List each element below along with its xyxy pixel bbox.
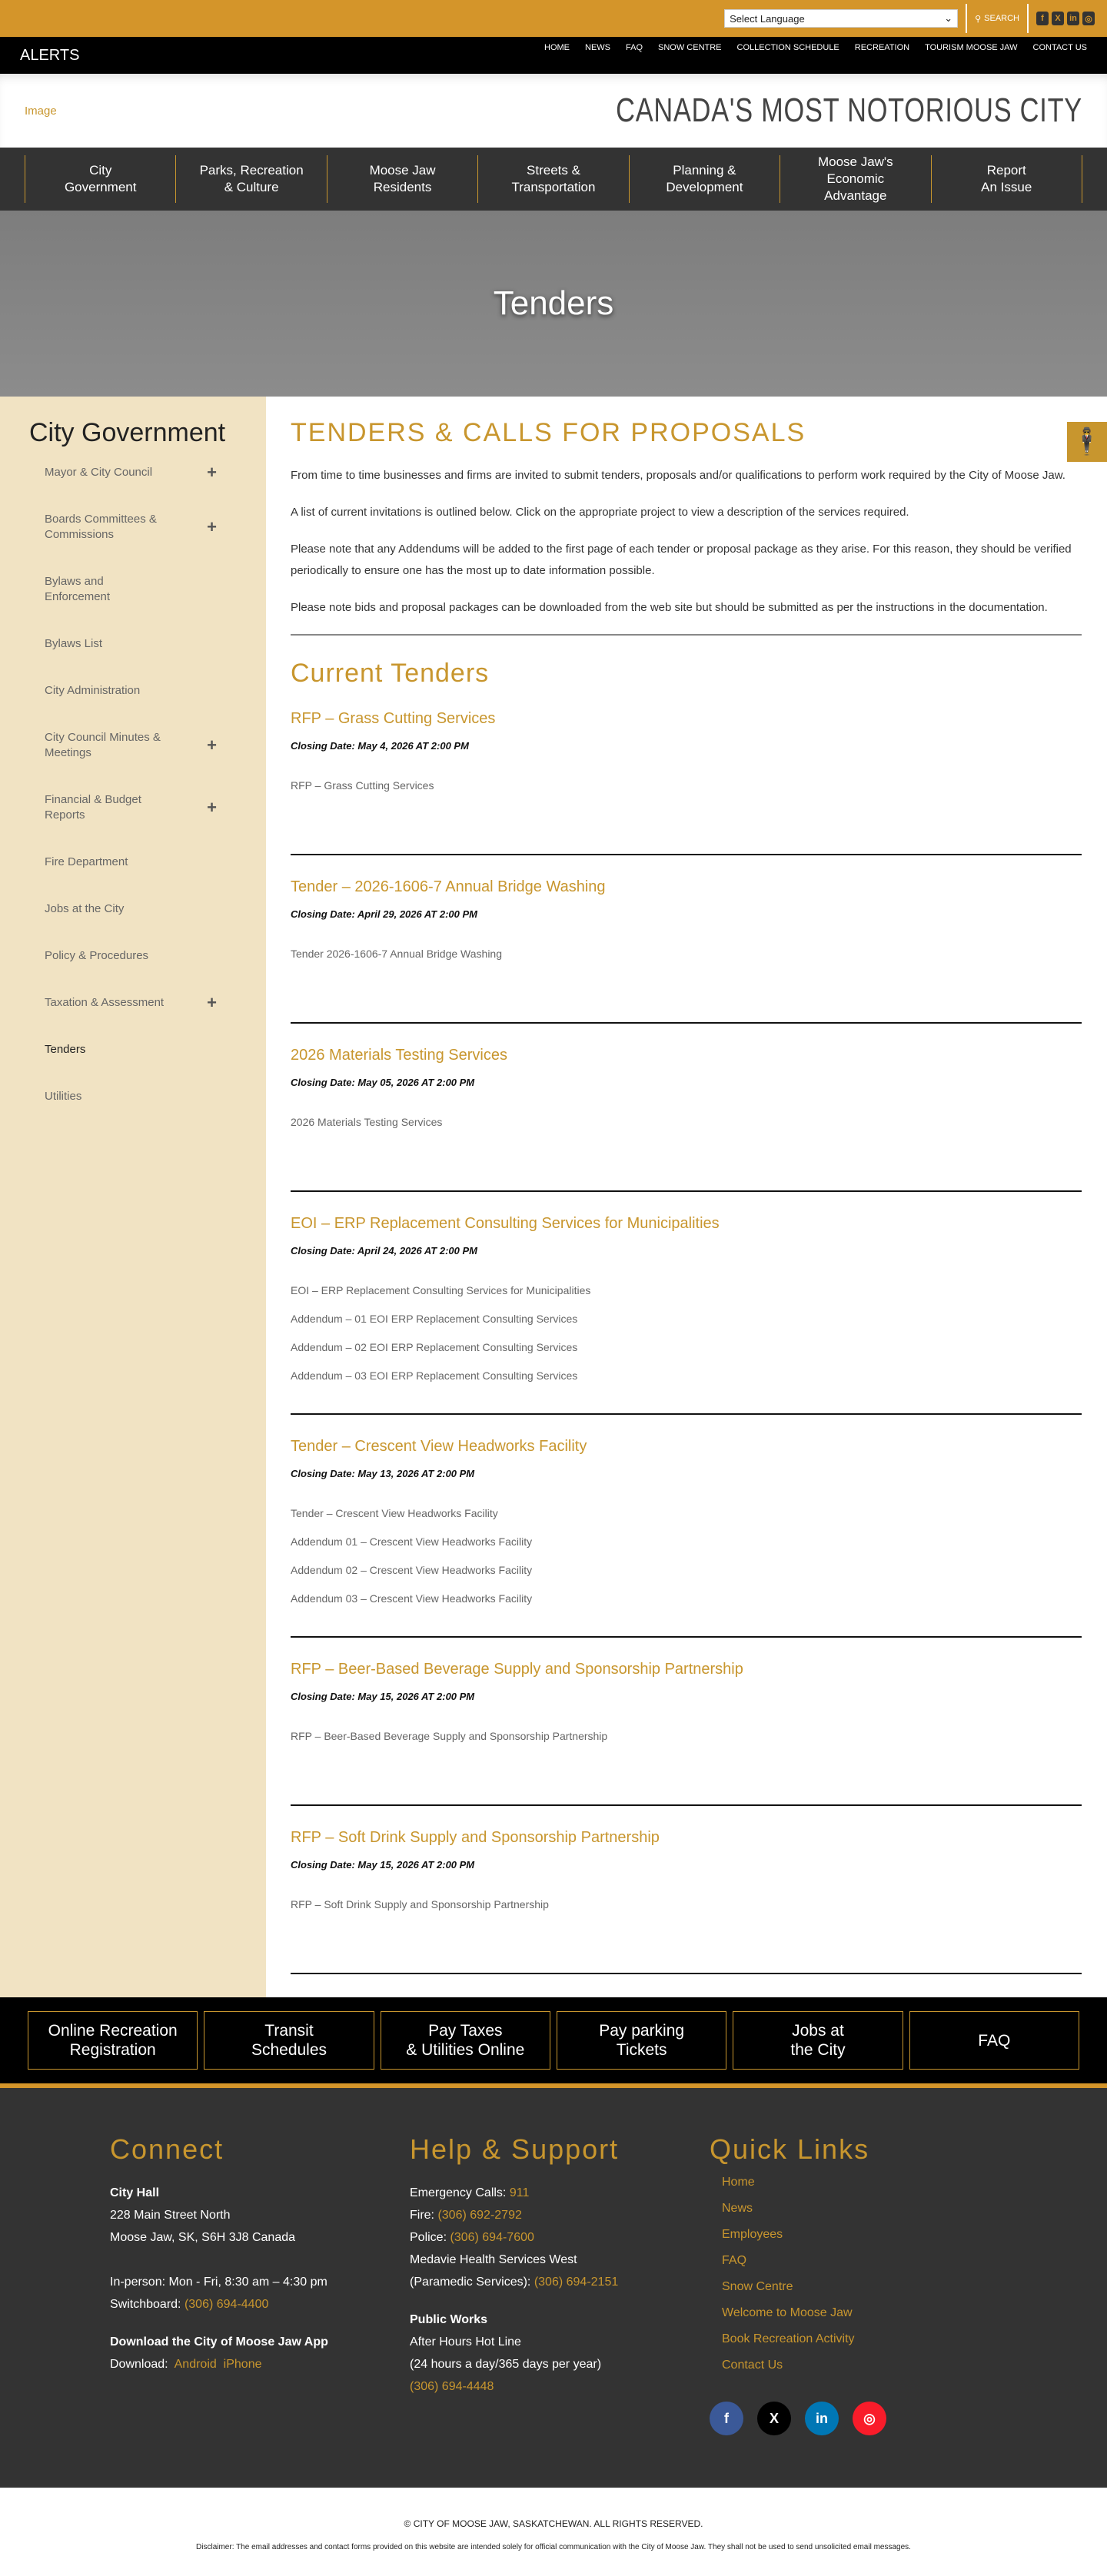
- tender-item: [291, 1661, 1082, 1806]
- tender-document-link[interactable]: Tender – Crescent View Headworks Facility: [291, 1507, 498, 1519]
- public-works-phone[interactable]: (306) 694-4448: [410, 2380, 494, 2393]
- plus-icon[interactable]: +: [207, 517, 217, 536]
- quick-link-button[interactable]: Jobs at the City: [733, 2011, 903, 2070]
- tender-document-link[interactable]: Addendum 02 – Crescent View Headworks Facility: [291, 1564, 533, 1576]
- main-nav-item[interactable]: City Government: [25, 155, 175, 203]
- divider: [966, 4, 967, 33]
- bottom-bar: [0, 2488, 1107, 2576]
- instagram-icon[interactable]: ◎: [1082, 12, 1095, 25]
- plus-icon[interactable]: +: [207, 993, 217, 1012]
- facebook-icon[interactable]: f: [710, 2402, 743, 2435]
- sidebar: [0, 397, 266, 1997]
- sidebar-item[interactable]: [29, 574, 217, 605]
- footer-quick-links: Quick Links Home News Employees FAQ Snow Centre Welcome to Moose Jaw Book Recreation Activity Contact Us f X in ◎: [710, 2134, 1009, 2488]
- sidebar-item-label: Boards Committees & Commissions: [45, 513, 157, 541]
- linkedin-icon[interactable]: in: [805, 2402, 839, 2435]
- intro-paragraph: Please note bids and proposal packages can be downloaded from the web site but should be submitted as per the instructions in the documentation.: [291, 601, 1048, 614]
- util-nav-recreation[interactable]: RECREATION: [854, 43, 910, 52]
- footer-quick-link[interactable]: Contact Us: [722, 2359, 783, 2372]
- tender-title[interactable]: RFP – Soft Drink Supply and Sponsorship Partnership: [291, 1829, 660, 1846]
- quick-link-button[interactable]: Pay parking Tickets: [557, 2011, 726, 2070]
- x-icon[interactable]: X: [1052, 12, 1064, 25]
- divider: [1027, 4, 1029, 33]
- disclaimer: Disclaimer: The email addresses and contact forms provided on this website are intended solely for official communication with the City of Moose Jaw. They shall not be used to send unsolicited email messages.: [196, 2543, 911, 2551]
- linkedin-icon[interactable]: in: [1067, 12, 1079, 25]
- paramedic-phone[interactable]: (306) 694-2151: [534, 2276, 619, 2289]
- top-bar: [0, 0, 1107, 37]
- tender-item: [291, 710, 1082, 855]
- closing-date: Closing Date: May 13, 2026 AT 2:00 PM: [291, 1468, 475, 1479]
- current-tenders-heading: Current Tenders: [291, 659, 490, 688]
- plus-icon[interactable]: +: [207, 735, 217, 755]
- tender-title[interactable]: Tender – Crescent View Headworks Facility: [291, 1438, 587, 1455]
- sidebar-item[interactable]: [29, 465, 217, 480]
- tender-title[interactable]: 2026 Materials Testing Services: [291, 1047, 507, 1064]
- motto: CANADA'S MOST NOTORIOUS CITY: [616, 91, 1082, 129]
- chevron-down-icon: ⌄: [944, 12, 953, 24]
- sidebar-item[interactable]: [29, 512, 217, 543]
- tender-document-link[interactable]: Addendum – 01 EOI ERP Replacement Consulting Services: [291, 1313, 578, 1325]
- tender-document-link[interactable]: EOI – ERP Replacement Consulting Services for Municipalities: [291, 1284, 591, 1296]
- main-nav-item[interactable]: Parks, Recreation & Culture: [175, 155, 326, 203]
- plus-icon[interactable]: +: [207, 798, 217, 817]
- tender-title[interactable]: EOI – ERP Replacement Consulting Services for Municipalities: [291, 1215, 720, 1232]
- police-phone[interactable]: (306) 694-7600: [450, 2231, 534, 2244]
- main-nav-item[interactable]: Planning & Development: [629, 155, 780, 203]
- closing-date: Closing Date: April 24, 2026 AT 2:00 PM: [291, 1245, 477, 1256]
- footer-quick-link[interactable]: Home: [722, 2176, 755, 2189]
- footer: [0, 2088, 1107, 2488]
- page-title: Tenders: [493, 284, 614, 322]
- util-nav-home[interactable]: HOME: [544, 43, 570, 52]
- divider: [291, 634, 1082, 636]
- switchboard-phone[interactable]: (306) 694-4400: [184, 2298, 269, 2311]
- intro-paragraph: From time to time businesses and firms are invited to submit tenders, proposals and/or qualifications to perform work required by the City of Moose Jaw.: [291, 469, 1065, 482]
- hero-banner: [0, 211, 1107, 397]
- util-nav-contact-us[interactable]: CONTACT US: [1032, 43, 1087, 52]
- tender-title[interactable]: RFP – Grass Cutting Services: [291, 710, 496, 727]
- main-nav-item[interactable]: Moose Jaw Residents: [327, 155, 477, 203]
- search-icon: ⚲: [975, 14, 982, 24]
- quick-link-button[interactable]: FAQ: [909, 2011, 1079, 2070]
- main-content: [266, 397, 1107, 1997]
- sidebar-item[interactable]: [29, 855, 217, 870]
- sidebar-item-label: Taxation & Assessment: [45, 996, 165, 1009]
- util-nav-tourism-moose-jaw[interactable]: TOURISM MOOSE JAW: [925, 43, 1018, 52]
- sidebar-item[interactable]: [29, 1042, 217, 1057]
- tender-item: [291, 1047, 1082, 1192]
- sidebar-item[interactable]: [29, 683, 217, 699]
- tender-document-link[interactable]: 2026 Materials Testing Services: [291, 1116, 443, 1128]
- closing-date: Closing Date: May 15, 2026 AT 2:00 PM: [291, 1859, 475, 1871]
- sidebar-item-label: Utilities: [45, 1090, 82, 1103]
- tender-document-link[interactable]: Addendum 01 – Crescent View Headworks Facility: [291, 1535, 533, 1548]
- main-nav-item[interactable]: Moose Jaw's Economic Advantage: [780, 155, 930, 203]
- tender-item: [291, 1829, 1082, 1974]
- footer-quick-link[interactable]: Snow Centre: [722, 2280, 793, 2293]
- tender-title[interactable]: RFP – Beer-Based Beverage Supply and Sponsorship Partnership: [291, 1661, 743, 1678]
- footer-quick-link[interactable]: Book Recreation Activity: [722, 2332, 855, 2345]
- sidebar-title: City Government: [29, 418, 226, 447]
- sidebar-item-label: City Council Minutes & Meetings: [45, 731, 161, 759]
- x-icon[interactable]: X: [757, 2402, 791, 2435]
- utility-bar: [0, 37, 1107, 74]
- quick-links-bar: [0, 1997, 1107, 2088]
- util-nav-news[interactable]: NEWS: [585, 43, 610, 52]
- sidebar-item[interactable]: [29, 1089, 217, 1104]
- quick-link-button[interactable]: Pay Taxes & Utilities Online: [381, 2011, 550, 2070]
- sidebar-item-label: Bylaws List: [45, 637, 103, 650]
- footer-quick-link[interactable]: Employees: [722, 2228, 783, 2241]
- sidebar-item-label: Bylaws and Enforcement: [45, 575, 111, 603]
- logo[interactable]: Image: [25, 104, 57, 118]
- section-heading: TENDERS & CALLS FOR PROPOSALS: [291, 418, 806, 447]
- util-nav-snow-centre[interactable]: SNOW CENTRE: [658, 43, 722, 52]
- tender-document-link[interactable]: Addendum 03 – Crescent View Headworks Facility: [291, 1592, 533, 1605]
- closing-date: Closing Date: May 15, 2026 AT 2:00 PM: [291, 1691, 475, 1702]
- sidebar-item-label: Policy & Procedures: [45, 949, 149, 962]
- util-nav-collection-schedule[interactable]: COLLECTION SCHEDULE: [736, 43, 839, 52]
- site-header: [0, 74, 1107, 148]
- intro-paragraph: A list of current invitations is outlined below. Click on the appropriate project to view a description of the services required.: [291, 506, 909, 519]
- tender-document-link[interactable]: Addendum – 02 EOI ERP Replacement Consulting Services: [291, 1341, 578, 1353]
- footer-quick-link[interactable]: News: [722, 2202, 753, 2215]
- iphone-link[interactable]: iPhone: [223, 2358, 262, 2371]
- fire-phone[interactable]: (306) 692-2792: [437, 2209, 522, 2222]
- intro-paragraph: Please note that any Addendums will be added to the first page of each tender or proposal package as they arise. For this reason, they should be verified periodically to ensure one has the most up to date information possible.: [291, 543, 1072, 577]
- plus-icon[interactable]: +: [207, 463, 217, 482]
- alerts-link[interactable]: ALERTS: [20, 47, 80, 64]
- utility-nav: [544, 37, 1087, 74]
- util-nav-faq[interactable]: FAQ: [626, 43, 643, 52]
- sidebar-item-label: Fire Department: [45, 855, 128, 868]
- accessibility-icon[interactable]: 🕴: [1067, 422, 1107, 462]
- sidebar-item-label: Financial & Budget Reports: [45, 793, 141, 822]
- sidebar-item-label: Tenders: [45, 1043, 86, 1056]
- closing-date: Closing Date: April 29, 2026 AT 2:00 PM: [291, 908, 477, 920]
- emergency-phone[interactable]: 911: [509, 2186, 530, 2199]
- footer-help: Help & Support Emergency Calls: 911 Fire: (306) 692-2792 Police: (306) 694-7600 Medavie Health Services West (Paramedic Services): (306) 694-2151 Public Works After Hours Hot Line (24 hours a day/365 days per year) (306) 694-4448: [410, 2133, 620, 2393]
- tender-title[interactable]: Tender – 2026-1606-7 Annual Bridge Washing: [291, 878, 606, 895]
- copyright: © CITY OF MOOSE JAW, SASKATCHEWAN. ALL RIGHTS RESERVED.: [404, 2518, 703, 2529]
- sidebar-item[interactable]: [29, 636, 217, 652]
- tender-item: [291, 1438, 1082, 1638]
- sidebar-item[interactable]: [29, 730, 217, 761]
- main-nav-item[interactable]: Report An Issue: [931, 155, 1082, 203]
- facebook-icon[interactable]: f: [1036, 12, 1049, 25]
- sidebar-item-label: Mayor & City Council: [45, 466, 153, 479]
- sidebar-item[interactable]: [29, 948, 217, 964]
- sidebar-item-label: City Administration: [45, 684, 141, 697]
- android-link[interactable]: Android: [174, 2358, 217, 2371]
- tender-item: [291, 1215, 1082, 1415]
- closing-date: Closing Date: May 4, 2026 AT 2:00 PM: [291, 740, 469, 752]
- footer-quick-link[interactable]: FAQ: [722, 2254, 747, 2267]
- quick-link-button[interactable]: Online Recreation Registration: [28, 2011, 198, 2070]
- main-nav-item[interactable]: Streets & Transportation: [477, 155, 628, 203]
- closing-date: Closing Date: May 05, 2026 AT 2:00 PM: [291, 1077, 475, 1088]
- sidebar-item-label: Jobs at the City: [45, 902, 125, 915]
- tender-document-link[interactable]: RFP – Grass Cutting Services: [291, 779, 434, 792]
- tender-document-link[interactable]: RFP – Beer-Based Beverage Supply and Sponsorship Partnership: [291, 1730, 608, 1742]
- footer-connect: Connect City Hall 228 Main Street North Moose Jaw, SK, S6H 3J8 Canada In-person: Mon - Fri, 8:30 am – 4:30 pm Switchboard: (306) 694-4400 Download the City of Moose Jaw App Download: Android iPhone: [110, 2133, 328, 2371]
- sidebar-item[interactable]: [29, 995, 217, 1011]
- footer-quick-link[interactable]: Welcome to Moose Jaw: [722, 2306, 853, 2319]
- language-select[interactable]: Select Language ⌄: [724, 9, 958, 28]
- tender-item: [291, 878, 1082, 1024]
- sidebar-item[interactable]: [29, 901, 217, 917]
- sidebar-item[interactable]: [29, 792, 217, 823]
- quick-link-button[interactable]: Transit Schedules: [204, 2011, 374, 2070]
- tender-document-link[interactable]: Addendum – 03 EOI ERP Replacement Consulting Services: [291, 1369, 578, 1382]
- instagram-icon[interactable]: ◎: [853, 2402, 886, 2435]
- main-nav: [0, 148, 1107, 211]
- tender-document-link[interactable]: Tender 2026-1606-7 Annual Bridge Washing: [291, 948, 503, 960]
- tender-document-link[interactable]: RFP – Soft Drink Supply and Sponsorship Partnership: [291, 1898, 549, 1910]
- search-button[interactable]: ⚲ SEARCH: [975, 14, 1019, 24]
